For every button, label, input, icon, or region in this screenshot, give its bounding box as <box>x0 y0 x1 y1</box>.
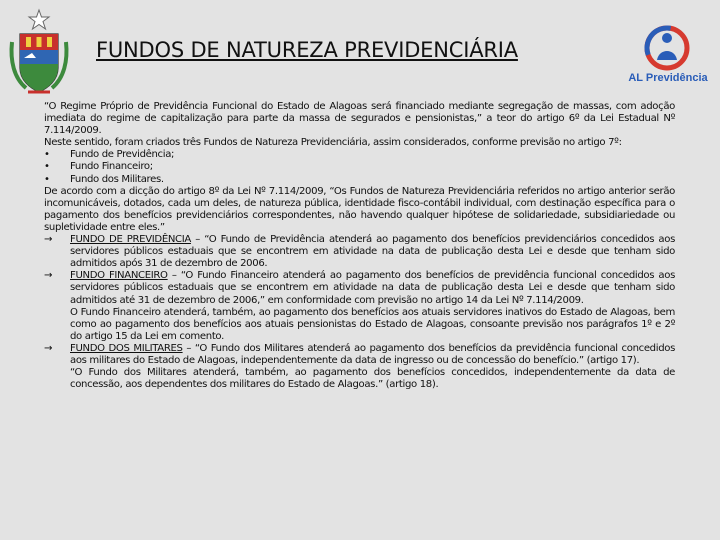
fund-extra-text: O Fundo Financeiro atenderá, também, ao pagamento dos benefícios aos atuais servidores inativos do Estado de Alagoas, bem como ao pagamento dos benefícios aos atuais pensionistas do Estado de Alagoas, consoante previsão nos parágrafos 1º e 2º do artigo 15 da Lei em comento. <box>70 306 675 342</box>
list-item <box>44 161 675 173</box>
bullet-text: Fundo de Previdência; <box>70 149 175 161</box>
fund-extra-text: “O Fundo dos Militares atenderá, também, ao pagamento dos benefícios concedidos, independentemente da data de concessão, aos dependentes dos militares do Estado de Alagoas.” (artigo 18). <box>70 367 675 391</box>
fund-text: – “O Fundo de Previdência atenderá ao pagamento dos benefícios previdenciários concedidos aos servidores públicos estaduais que se encontrem em atividade na data de publicação desta Lei e desde que tenham sido admitidos após 31 de dezembro de 2006. <box>70 234 675 270</box>
alagoas-coat-of-arms-icon <box>6 6 72 98</box>
fund-label: FUNDO DOS MILITARES <box>70 342 183 354</box>
paragraph-fundos-criados: Neste sentido, foram criados três Fundos de Natureza Previdenciária, assim considerados, conforme previsão no artigo 7º: <box>44 137 622 149</box>
fund-item-financeiro <box>44 270 675 306</box>
document-body <box>44 101 675 391</box>
fund-label: FUNDO FINANCEIRO <box>70 270 168 282</box>
arrow-right-icon: → <box>44 234 53 246</box>
list-item <box>44 149 675 161</box>
paragraph-artigo-8: De acordo com a dicção do artigo 8º da Lei Nº 7.114/2009, “Os Fundos de Natureza Previdenciária referidos no artigo anterior serão incomunicáveis, dotados, cada um deles, de natureza pública, identidade fisco-contábil individual, com destinação específica para o pagamento dos benefícios previdenciários correspondentes, não havendo qualquer hipótese de solidariedade, subsidiariedade ou supletividade entre eles.” <box>44 185 675 233</box>
logo-text: AL Previdência <box>628 72 708 84</box>
arrow-right-icon: → <box>44 342 53 354</box>
page-title: FUNDOS DE NATUREZA PREVIDENCIÁRIA <box>96 38 518 62</box>
list-item <box>44 174 675 186</box>
bullet-icon: • <box>44 161 50 173</box>
fund-item-previdencia <box>44 234 675 270</box>
intro-paragraph: “O Regime Próprio de Previdência Funcional do Estado de Alagoas será financiado mediante segregação de massas, com adoção imediata do regime de capitalização para parte da massa de segurados e pensionistas,” a teor do artigo 6º da Lei Estadual Nº 7.114/2009. <box>44 101 675 137</box>
bullet-icon: • <box>44 173 50 185</box>
fund-text: – “O Fundo dos Militares atenderá ao pagamento dos benefícios da previdência funcional concedidos aos militares do Estado de Alagoas, independentemente da data de ingresso ou de concessão do benefício.” (artigo 17). <box>70 342 675 366</box>
arrow-right-icon: → <box>44 270 53 282</box>
bullet-text: Fundo dos Militares. <box>70 173 164 185</box>
bullet-icon: • <box>44 149 50 161</box>
fund-item-militares <box>44 343 675 367</box>
fund-text: – “O Fundo Financeiro atenderá ao pagamento dos benefícios de previdência funcional concedidos aos servidores públicos estaduais que se encontrem em atividade na data de publicação desta Lei e desde que tenham sido admitidos até 31 de dezembro de 2006,” em conformidade com previsão no artigo 14 da Lei Nº 7.114/2009. <box>70 270 675 306</box>
fund-label: FUNDO DE PREVIDÊNCIA <box>70 234 191 246</box>
bullet-text: Fundo Financeiro; <box>70 161 153 173</box>
